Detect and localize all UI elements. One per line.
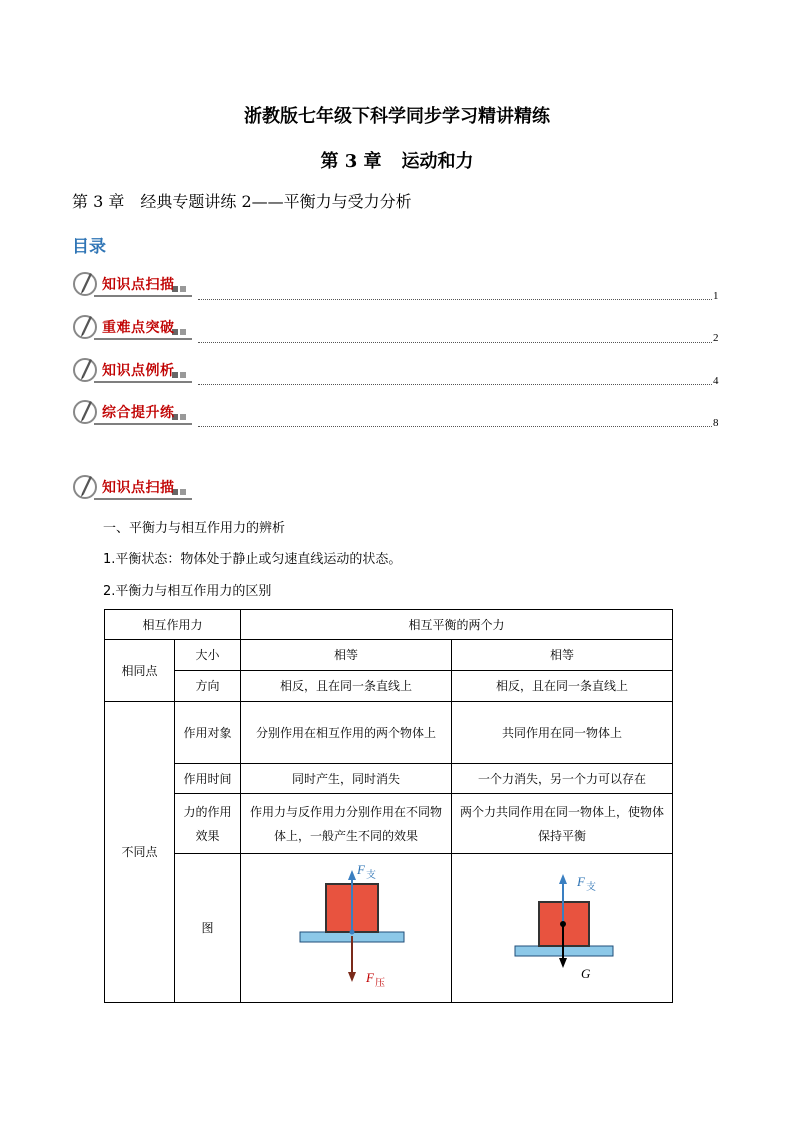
paragraph-difference: 2.平衡力与相互作用力的区别 bbox=[103, 584, 272, 599]
cell-time-a: 同时产生，同时消失 bbox=[241, 764, 452, 794]
row-label-figure: 图 bbox=[175, 854, 241, 1003]
support-force-sub: 支 bbox=[366, 870, 376, 881]
toc-item-4[interactable] bbox=[72, 398, 197, 426]
toc-item-1[interactable] bbox=[72, 270, 197, 298]
cell-dir-a: 相反，且在同一条直线上 bbox=[241, 671, 452, 702]
interaction-force-diagram bbox=[246, 856, 446, 992]
toc-item-2[interactable] bbox=[72, 313, 197, 341]
cell-size-a: 相等 bbox=[241, 640, 452, 671]
cell-effect-b: 两个力共同作用在同一物体上，使物体保持平衡 bbox=[452, 794, 673, 854]
toc-item-label: 重难点突破 bbox=[102, 320, 175, 336]
comparison-table bbox=[104, 609, 673, 1003]
toc-item-label: 知识点扫描 bbox=[102, 277, 175, 293]
chapter-title bbox=[0, 147, 794, 173]
row-label-direction: 方向 bbox=[175, 671, 241, 702]
row-label-effect: 力的作用效果 bbox=[175, 794, 241, 854]
cell-obj-a: 分别作用在相互作用的两个物体上 bbox=[241, 702, 452, 764]
support-force-label: F bbox=[357, 862, 365, 877]
cell-dir-b: 相反，且在同一条直线上 bbox=[452, 671, 673, 702]
cell-obj-b: 共同作用在同一物体上 bbox=[452, 702, 673, 764]
row-label-size: 大小 bbox=[175, 640, 241, 671]
toc-heading: 目录 bbox=[72, 237, 106, 257]
chapter-name: 运动和力 bbox=[401, 151, 474, 172]
section-badge-label: 知识点扫描 bbox=[102, 480, 175, 496]
support-force-sub: 支 bbox=[586, 882, 596, 893]
paragraph-balance-state: 1.平衡状态：物体处于静止或匀速直线运动的状态。 bbox=[103, 552, 402, 567]
lecture-prefix: 第 3 章 bbox=[72, 192, 125, 211]
pressure-force-sub: 压 bbox=[375, 978, 385, 989]
cell-figure-b bbox=[452, 854, 673, 1003]
row-label-different: 不同点 bbox=[105, 702, 175, 1003]
section-heading: 一、平衡力与相互作用力的辨析 bbox=[103, 521, 286, 536]
cell-effect-a: 作用力与反作用力分别作用在不同物体上，一般产生不同的效果 bbox=[241, 794, 452, 854]
toc-item-label: 综合提升练 bbox=[102, 405, 175, 421]
lecture-title bbox=[72, 189, 412, 212]
cell-size-b: 相等 bbox=[452, 640, 673, 671]
pressure-force-label: F bbox=[366, 970, 374, 985]
toc-page-number: 4 bbox=[713, 375, 719, 387]
toc-leader bbox=[198, 342, 712, 343]
toc-item-3[interactable] bbox=[72, 356, 197, 384]
toc-page-number: 1 bbox=[713, 290, 719, 302]
balance-force-diagram bbox=[457, 856, 667, 992]
cell-figure-a bbox=[241, 854, 452, 1003]
toc-leader bbox=[198, 299, 712, 300]
toc-page-number: 8 bbox=[713, 417, 719, 429]
toc-leader bbox=[198, 384, 712, 385]
chapter-number: 第 3 章 bbox=[320, 151, 382, 172]
toc-item-label: 知识点例析 bbox=[102, 363, 175, 379]
cell-time-b: 一个力消失，另一个力可以存在 bbox=[452, 764, 673, 794]
toc-leader bbox=[198, 426, 712, 427]
gravity-label: G bbox=[581, 966, 591, 981]
support-force-label: F bbox=[577, 874, 585, 889]
table-header-balance: 相互平衡的两个力 bbox=[241, 610, 673, 640]
toc-page-number: 2 bbox=[713, 332, 719, 344]
lecture-name: 经典专题讲练 2——平衡力与受力分析 bbox=[140, 192, 412, 211]
row-label-time: 作用时间 bbox=[175, 764, 241, 794]
row-label-same: 相同点 bbox=[105, 640, 175, 702]
doc-title: 浙教版七年级下科学同步学习精讲精练 bbox=[244, 106, 550, 127]
table-header-interaction: 相互作用力 bbox=[105, 610, 241, 640]
section-badge bbox=[72, 473, 197, 501]
row-label-object: 作用对象 bbox=[175, 702, 241, 764]
